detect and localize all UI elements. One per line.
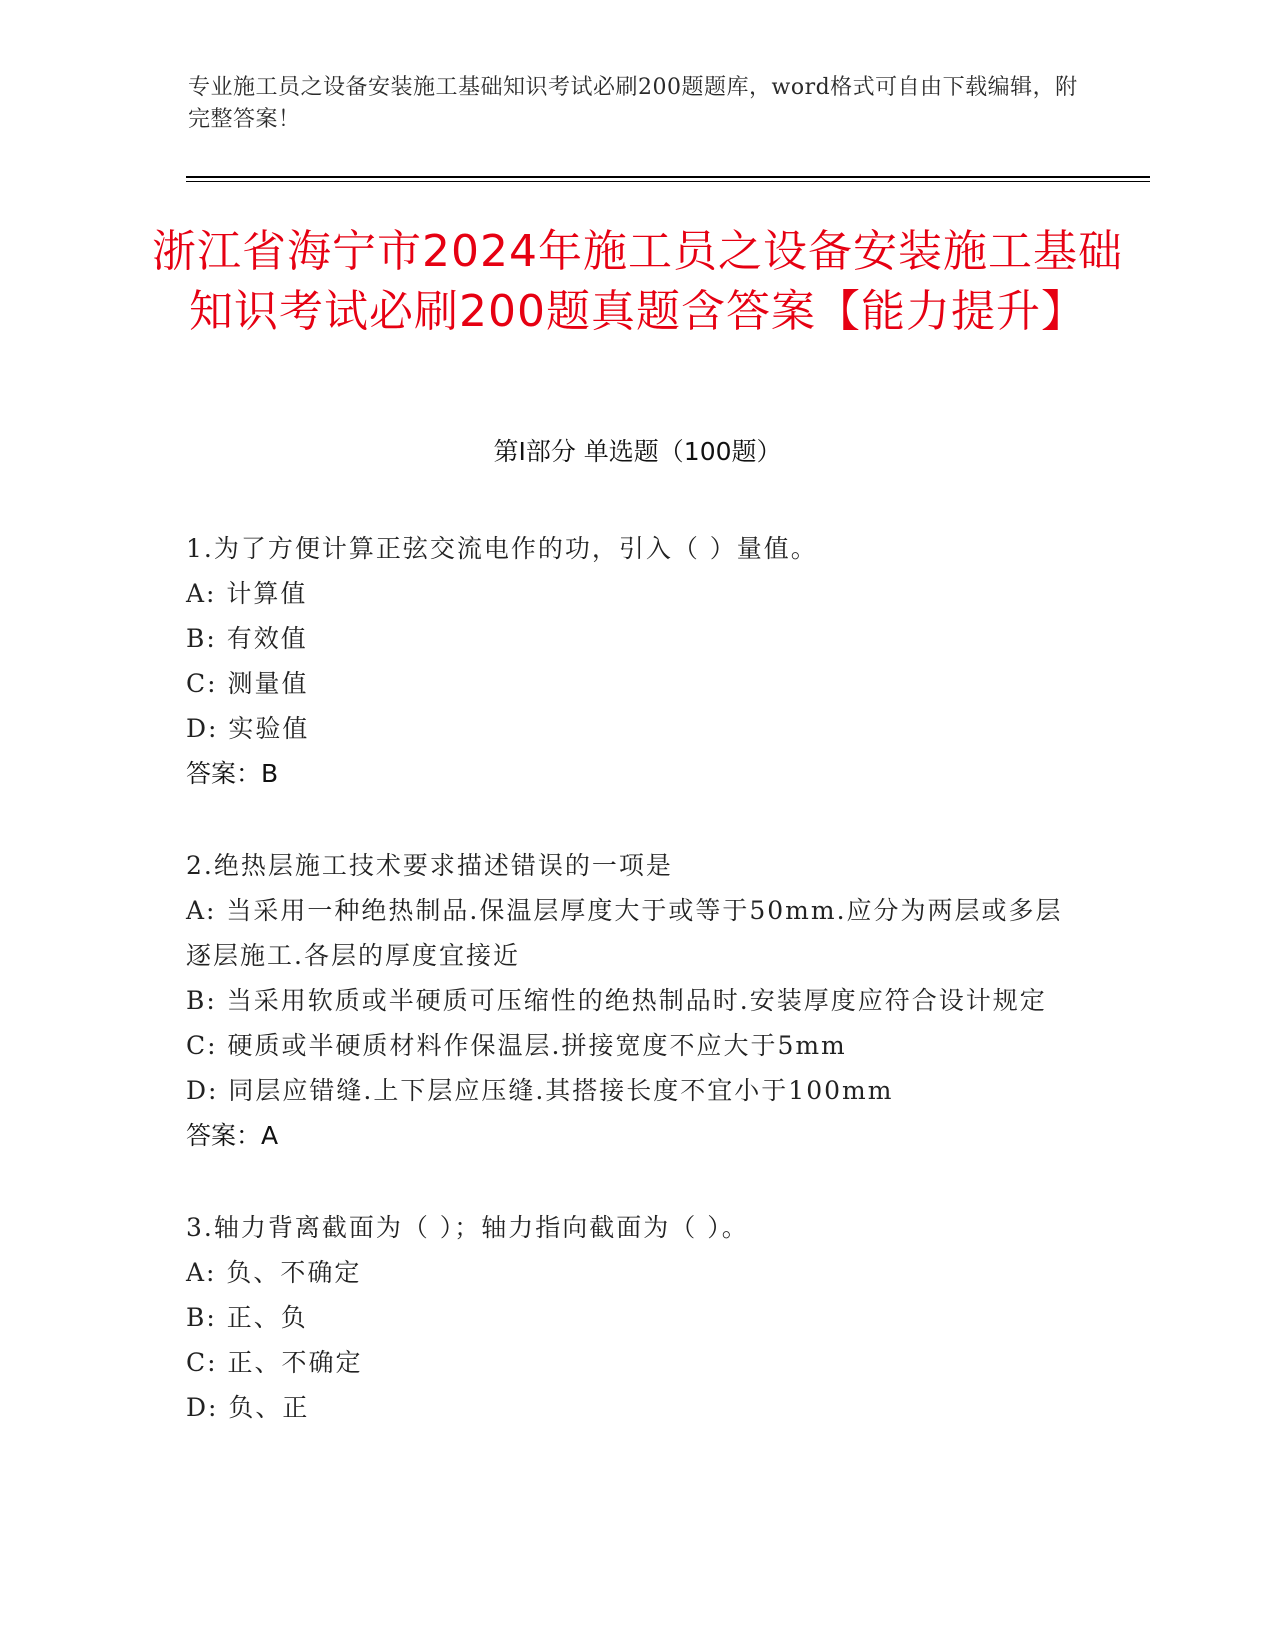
option-d: D: 负、正 [186,1393,310,1422]
answer-line: 答案：A [186,1121,279,1150]
option-c: C: 正、不确定 [186,1348,363,1377]
option-c: C: 测量值 [186,669,309,698]
question-3 [186,1205,1086,1430]
option-a: A: 计算值 [186,579,308,608]
option-d: D: 同层应错缝.上下层应压缝.其搭接长度不宜小于100mm [186,1076,894,1105]
answer-line: 答案：B [186,759,279,788]
option-b: B: 正、负 [186,1303,308,1332]
option-d: D: 实验值 [186,714,310,743]
header-note: 专业施工员之设备安装施工基础知识考试必刷200题题库，word格式可自由下载编辑，附完整答案！ [188,75,1078,132]
option-b: B: 当采用软质或半硬质可压缩性的绝热制品时.安装厚度应符合设计规定 [186,986,1047,1015]
question-1 [186,526,1086,796]
option-c: C: 硬质或半硬质材料作保温层.拼接宽度不应大于5mm [186,1031,847,1060]
section-title: 第I部分 单选题（100题） [493,437,782,466]
question-list [186,526,1086,1477]
question-stem: 1.为了方便计算正弦交流电作的功，引入（ ）量值。 [186,534,818,563]
question-2 [186,843,1086,1158]
header-divider-thick [186,176,1150,178]
question-stem: 2.绝热层施工技术要求描述错误的一项是 [186,851,673,880]
header-divider-thin [186,181,1150,182]
question-stem: 3.轴力背离截面为（ ）；轴力指向截面为（ ）。 [186,1213,749,1242]
option-a: A: 当采用一种绝热制品.保温层厚度大于或等于50mm.应分为两层或多层逐层施工.各层的厚度宜接近 [186,896,1063,970]
document-title: 浙江省海宁市2024年施工员之设备安装施工基础知识考试必刷200题真题含答案【能力提升】 [152,226,1123,337]
option-b: B: 有效值 [186,624,308,653]
option-a: A: 负、不确定 [186,1258,362,1287]
